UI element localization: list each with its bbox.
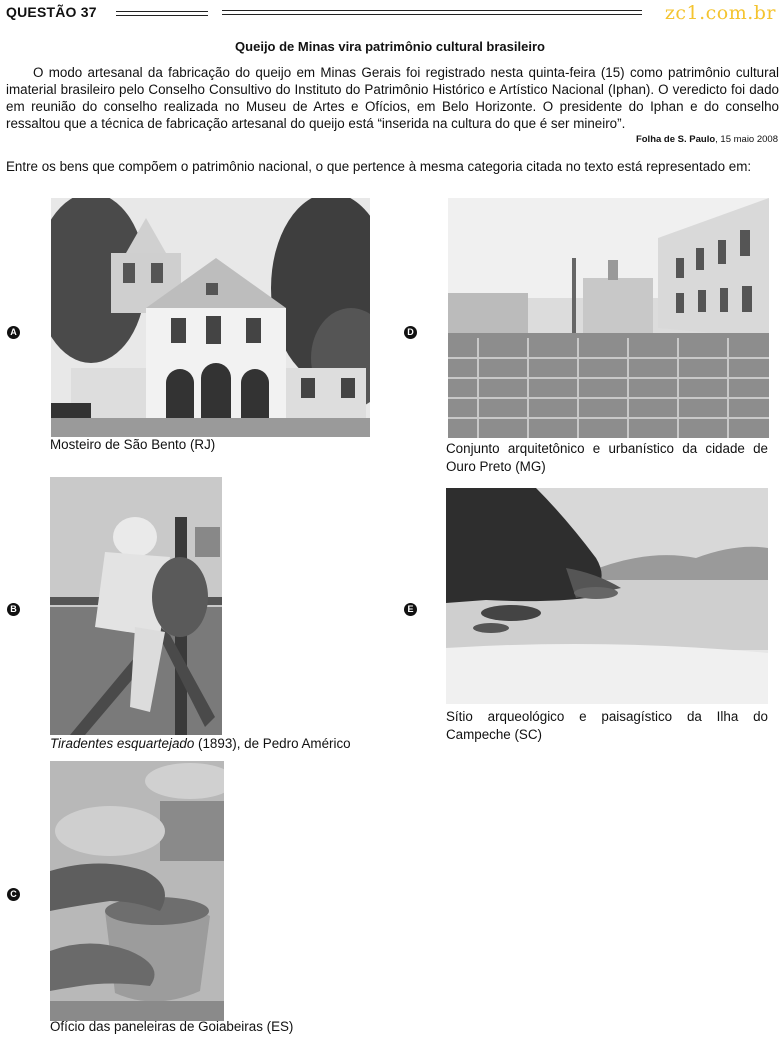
- header-rule-short-2: [116, 15, 208, 16]
- option-b-caption-rest: (1893), de Pedro Américo: [194, 736, 351, 751]
- option-a-marker[interactable]: A: [7, 326, 20, 339]
- option-c-caption: Ofício das paneleiras de Goiabeiras (ES): [50, 1019, 294, 1034]
- option-b-caption: [50, 735, 395, 753]
- option-b-marker[interactable]: B: [7, 603, 20, 616]
- question-text: Entre os bens que compõem o patrimônio nacional, o que pertence à mesma categoria citada no texto está representado em:: [6, 159, 752, 174]
- option-b-image-tiradentes: [50, 477, 222, 735]
- option-a-image-mosteiro: [51, 198, 370, 437]
- option-d-marker[interactable]: D: [404, 326, 417, 339]
- option-d-image-ouro-preto: [448, 198, 769, 438]
- option-e-image-campeche: [446, 488, 768, 704]
- option-c-marker[interactable]: C: [7, 888, 20, 901]
- source-name: Folha de S. Paulo: [635, 134, 716, 145]
- option-e-marker[interactable]: E: [404, 603, 417, 616]
- option-e-caption: Sítio arqueológico e paisagístico da Ilha do Campeche (SC): [446, 709, 768, 742]
- header-rule-long: [222, 10, 642, 11]
- option-b-caption-title: Tiradentes esquartejado: [50, 736, 195, 751]
- option-c-image-paneleiras: [50, 761, 224, 1021]
- option-a-caption: Mosteiro de São Bento (RJ): [50, 437, 216, 452]
- option-d-caption: Conjunto arquitetônico e urbanístico da cidade de Ouro Preto (MG): [446, 441, 768, 474]
- source-date: , 15 maio 2008: [715, 134, 778, 145]
- article-source: [636, 134, 778, 145]
- header-rule-long-2: [222, 14, 642, 15]
- article-title: Queijo de Minas vira patrimônio cultural brasileiro: [235, 39, 545, 54]
- watermark-logo: zc1.com.br: [664, 2, 776, 24]
- header-rule-short: [116, 11, 208, 12]
- article-paragraph: O modo artesanal da fabricação do queijo em Minas Gerais foi registrado nesta quinta-feira (15) como patrimônio cultural imaterial brasileiro pelo Conselho Consultivo do Instituto do Patrimônio Histórico e Artístico Nacional (Iphan). O veredicto foi dado em reunião do conselho realizada no Museu de Artes e Ofícios, em Belo Horizonte. O presidente do Iphan e do conselho ressaltou que a técnica de fabricação artesanal do queijo está “inserida na cultura do que é ser mineiro”.: [6, 65, 779, 131]
- question-label: QUESTÃO 37: [6, 4, 97, 20]
